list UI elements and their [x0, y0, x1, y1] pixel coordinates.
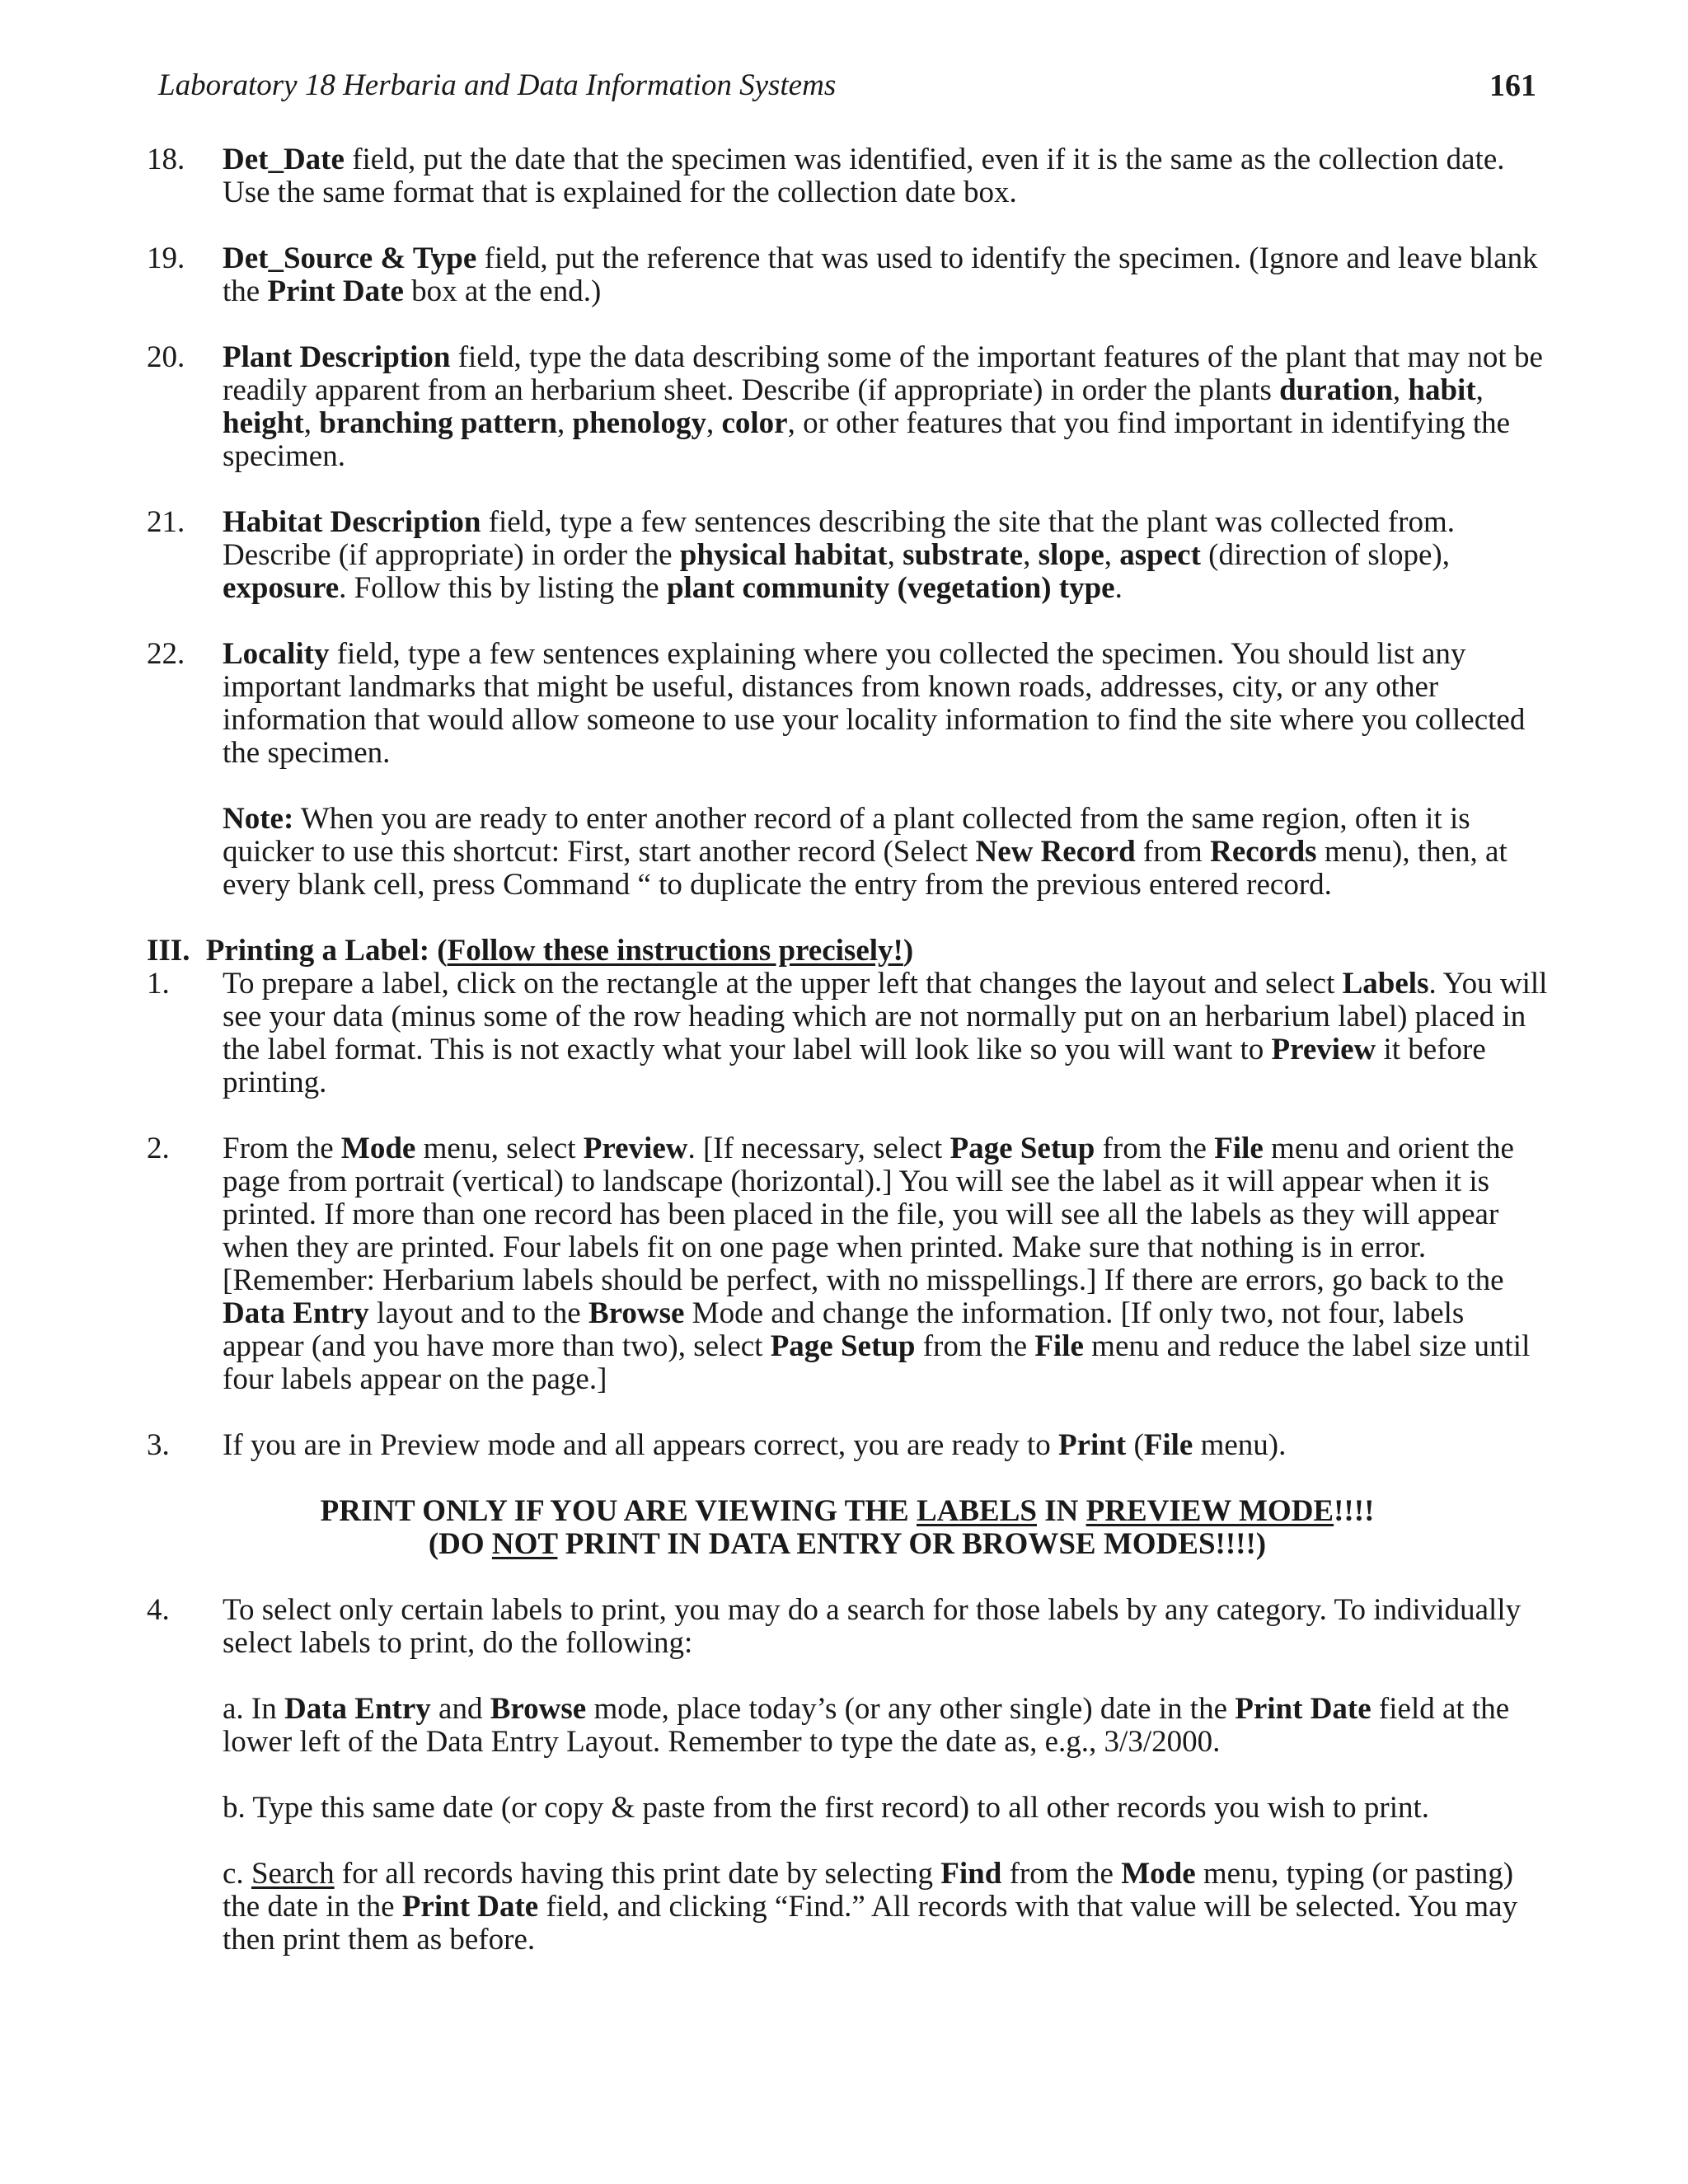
text-run: field, type a few sentences describing the site that the plant was collected from. Describe (if appropriate) in order the [223, 505, 1455, 572]
bold-term: aspect [1119, 538, 1201, 572]
bold-term: slope [1038, 538, 1104, 572]
running-title: Laboratory 18 Herbaria and Data Information Systems [158, 68, 837, 102]
item-number: 20. [147, 340, 185, 374]
text-run: and [430, 1692, 490, 1726]
text-run: c. [223, 1857, 251, 1891]
text-run: If you are in Preview mode and all appears correct, you are ready to [223, 1428, 1058, 1462]
text-run: from the [1001, 1857, 1122, 1891]
text-run: layout and to the [368, 1296, 588, 1330]
field-instructions-list [147, 143, 1548, 770]
list-item [147, 143, 1548, 209]
text-run: To prepare a label, click on the rectangle at the upper left that changes the layout and select [223, 967, 1343, 1001]
text-run: ( [1126, 1428, 1144, 1462]
warning-line [147, 1528, 1548, 1561]
text-run: , [706, 406, 722, 440]
bold-term: File [1143, 1428, 1193, 1462]
bold-term: Preview [1271, 1033, 1376, 1066]
bold-term: Labels [1342, 967, 1429, 1001]
text-run: menu and orient the page from portrait (vertical) to landscape (horizontal).] You will see the label as it will appear when it is printed. If more than one record has been placed in the file, you will see all the labels as they will appear when they are printed. Four labels fit on one page when printed. Make sure that nothing is in error. [Remember: Herbarium labels should be perfect, with no misspellings.] If there are errors, go back to the [223, 1132, 1514, 1297]
bold-term: File [1214, 1132, 1264, 1165]
list-item [147, 968, 1548, 1099]
bold-term: Det_Date [223, 143, 345, 176]
text-run: . You will see your data (minus some of the row heading which are not normally put on an herbarium label) placed in the label format. This is not exactly what your label will look like so you will want to [223, 967, 1548, 1066]
bold-term: duration [1279, 373, 1393, 407]
text-run: from the [915, 1329, 1035, 1363]
underlined-term: Search [251, 1857, 335, 1891]
substep-a [223, 1693, 1548, 1759]
list-item [147, 242, 1548, 308]
text-run: for all records having this print date by selecting [334, 1857, 941, 1891]
text-run: menu), then, at every blank cell, press Command “ to duplicate the entry from the previous entered record. [223, 835, 1507, 902]
text-run: !!!! [1334, 1494, 1375, 1528]
text-run: a. In [223, 1692, 284, 1726]
bold-term: Mode [340, 1132, 416, 1165]
section-number: III. [147, 934, 190, 968]
underlined-term: NOT [491, 1527, 558, 1561]
bold-term: branching pattern [319, 406, 558, 440]
bold-term: substrate [903, 538, 1024, 572]
item-number: 22. [147, 637, 185, 671]
printing-steps-list [147, 968, 1548, 1462]
text-run: mode, place today’s (or any other single) date in the [586, 1692, 1236, 1726]
bold-term: Browse [490, 1692, 587, 1726]
text-run: , or other features that you find important in identifying the specimen. [223, 406, 1511, 473]
text-run: PRINT IN DATA ENTRY OR BROWSE MODES!!!!) [557, 1527, 1267, 1561]
text-run: menu). [1193, 1428, 1287, 1462]
text-run: field, put the date that the specimen was identified, even if it is the same as the collection date. Use the same format that is explained for the collection date box. [223, 143, 1505, 209]
bold-term: physical habitat [679, 538, 888, 572]
text-run: menu, select [415, 1132, 584, 1165]
text-run: , [1392, 373, 1409, 407]
text-run: from the [1095, 1132, 1215, 1165]
bold-term: height [223, 406, 304, 440]
underlined-term: PREVIEW MODE [1085, 1494, 1334, 1528]
section-emphasis: Follow these instructions precisely! [447, 934, 903, 968]
bold-term: color [721, 406, 788, 440]
page-number: 161 [1489, 68, 1536, 103]
bold-term: exposure [223, 571, 340, 605]
bold-term: File [1034, 1329, 1084, 1363]
text-run: from [1135, 835, 1211, 869]
bold-term: Records [1210, 835, 1317, 869]
section-open-paren: ( [437, 934, 448, 968]
bold-term: Habitat Description [223, 505, 481, 539]
bold-term: phenology [572, 406, 706, 440]
bold-term: Print Date [401, 1890, 539, 1924]
item-text [223, 143, 1548, 209]
text-run: From the [223, 1132, 341, 1165]
text-run: , [1023, 538, 1039, 572]
step-number: 2. [147, 1132, 170, 1165]
page-body [147, 143, 1548, 1990]
text-run: field, and clicking “Find.” All records with that value will be selected. You may then print them as before. [223, 1890, 1518, 1957]
text-run: , [1475, 373, 1484, 407]
text-run: field, type the data describing some of the important features of the plant that may not be readily apparent from an herbarium sheet. Describe (if appropriate) in order the plants [223, 340, 1543, 407]
text-run: , [303, 406, 320, 440]
item-text [223, 242, 1548, 308]
shortcut-note [223, 803, 1548, 902]
text-run: menu, typing (or pasting) the date in the [223, 1857, 1514, 1924]
bold-term: Page Setup [950, 1132, 1095, 1165]
step-number: 1. [147, 967, 170, 1001]
text-run: field at the lower left of the Data Entry Layout. Remember to type the date as, e.g., 3/3/2000. [223, 1692, 1510, 1759]
text-run: . Follow this by listing the [339, 571, 667, 605]
list-item [147, 341, 1548, 473]
text-run: b. Type this same date (or copy & paste from the first record) to all other records you wish to print. [223, 1791, 1430, 1825]
step-text [223, 1594, 1548, 1660]
text-run: IN [1037, 1494, 1086, 1528]
warning-line [147, 1495, 1548, 1528]
step-text [223, 968, 1548, 1099]
section-close-paren: ) [903, 934, 914, 968]
item-number: 19. [147, 241, 185, 275]
list-item [147, 506, 1548, 605]
bold-term: habit [1408, 373, 1476, 407]
step-text [223, 1429, 1548, 1462]
bold-term: Print Date [1235, 1692, 1372, 1726]
text-run: it before printing. [223, 1033, 1486, 1099]
text-run: (DO [428, 1527, 492, 1561]
list-item [147, 1132, 1548, 1396]
item-text [223, 341, 1548, 473]
substep-b [223, 1792, 1548, 1825]
section-heading-printing-label [147, 935, 1548, 968]
list-item [147, 1429, 1548, 1462]
item-number: 18. [147, 143, 185, 176]
text-run: field, type a few sentences explaining where you collected the specimen. You should list any important landmarks that might be useful, distances from known roads, addresses, city, or any other information that would allow someone to use your locality information to find the site where you collected the specimen. [223, 637, 1526, 770]
bold-term: Locality [223, 637, 330, 671]
list-item [147, 638, 1548, 770]
text-run: , [1104, 538, 1120, 572]
item-number: 21. [147, 505, 185, 539]
list-item [147, 1594, 1548, 1660]
print-warning [147, 1495, 1548, 1561]
bold-term: Data Entry [223, 1296, 369, 1330]
step-number: 4. [147, 1593, 170, 1627]
text-run: Mode and change the information. [If only two, not four, labels appear (and you have more than two), select [223, 1296, 1465, 1363]
bold-term: Find [940, 1857, 1002, 1891]
item-text [223, 506, 1548, 605]
text-run: When you are ready to enter another record of a plant collected from the same region, often it is quicker to use this shortcut: First, start another record (Select [223, 802, 1470, 869]
step-number: 3. [147, 1428, 170, 1462]
bold-term: Mode [1121, 1857, 1196, 1891]
text-run: . [1114, 571, 1123, 605]
bold-term: Data Entry [284, 1692, 431, 1726]
bold-term: Print [1057, 1428, 1127, 1462]
text-run: field, put the reference that was used to identify the specimen. (Ignore and leave blank the [223, 241, 1538, 308]
text-run: (direction of slope), [1200, 538, 1450, 572]
text-run: , [557, 406, 573, 440]
underlined-term: LABELS [916, 1494, 1037, 1528]
section-title: Printing a Label: [205, 934, 430, 968]
bold-term: Note: [223, 802, 294, 836]
text-run: PRINT ONLY IF YOU ARE VIEWING THE [320, 1494, 917, 1528]
text-run: box at the end.) [403, 274, 602, 308]
bold-term: Plant Description [223, 340, 451, 374]
text-run: , [887, 538, 903, 572]
bold-term: Preview [583, 1132, 688, 1165]
bold-term: Print Date [267, 274, 404, 308]
text-run: . [If necessary, select [687, 1132, 950, 1165]
bold-term: plant community (vegetation) type [666, 571, 1115, 605]
bold-term: Det_Source & Type [223, 241, 477, 275]
bold-term: New Record [975, 835, 1136, 869]
item-text [223, 638, 1548, 770]
text-run: menu and reduce the label size until four labels appear on the page.] [223, 1329, 1531, 1396]
text-run: To select only certain labels to print, you may do a search for those labels by any category. To individually select labels to print, do the following: [223, 1593, 1522, 1660]
bold-term: Browse [588, 1296, 685, 1330]
substep-c [223, 1858, 1548, 1957]
bold-term: Page Setup [770, 1329, 916, 1363]
step-text [223, 1132, 1548, 1396]
page-header [158, 68, 1536, 109]
